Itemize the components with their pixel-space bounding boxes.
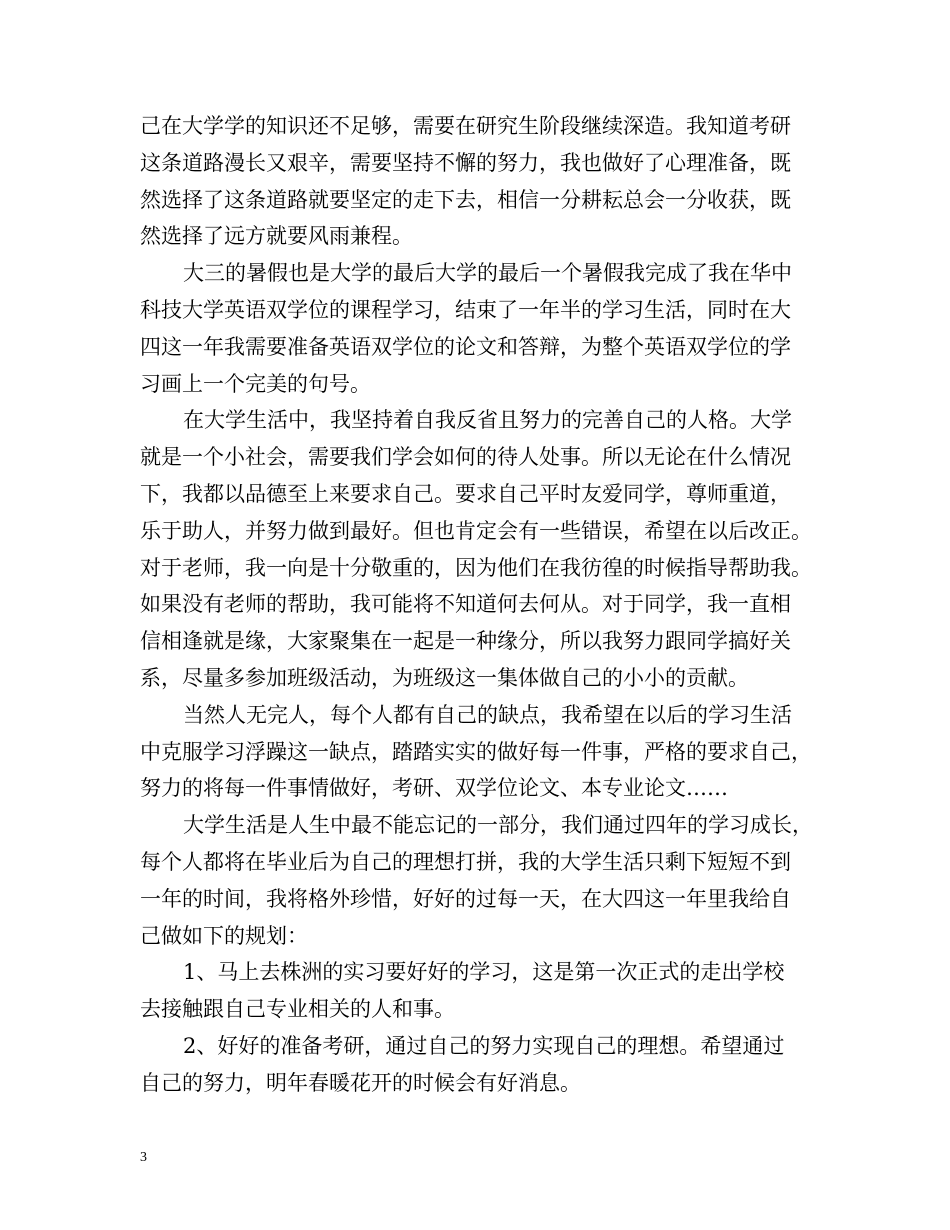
text-line: 就是一个小社会，需要我们学会如何的待人处事。所以无论在什么情况 [140, 445, 791, 470]
text-line: 努力的将每一件事情做好，考研、双学位论文、本专业论文…… [140, 776, 728, 801]
text-line: 然选择了这条道路就要坚定的走下去，相信一分耕耘总会一分收获，既 [140, 187, 791, 212]
text-line: 己做如下的规划： [140, 923, 308, 948]
paragraph [140, 402, 830, 696]
text-line: 在大学生活中，我坚持着自我反省且努力的完善自己的人格。大学 [183, 408, 792, 433]
text-line: 2、好好的准备考研，通过自己的努力实现自己的理想。希望通过 [183, 1033, 785, 1058]
text-line: 信相逢就是缘，大家聚集在一起是一种缘分，所以我努力跟同学搞好关 [140, 629, 791, 654]
text-line: 一年的时间，我将格外珍惜，好好的过每一天，在大四这一年里我给自 [140, 886, 791, 911]
text-line: 习画上一个完美的句号。 [140, 371, 371, 396]
text-line: 自己的努力，明年春暖花开的时候会有好消息。 [140, 1070, 581, 1095]
page-number: 3 [140, 1150, 147, 1165]
text-line: 当然人无完人，每个人都有自己的缺点，我希望在以后的学习生活 [183, 702, 792, 727]
text-line: 大学生活是人生中最不能忘记的一部分，我们通过四年的学习成长， [183, 813, 813, 838]
text-line: 大三的暑假也是大学的最后大学的最后一个暑假我完成了我在华中 [183, 261, 792, 286]
text-line: 己在大学学的知识还不足够，需要在研究生阶段继续深造。我知道考研 [140, 114, 791, 138]
paragraph [140, 954, 830, 1028]
text-line: 每个人都将在毕业后为自己的理想打拼，我的大学生活只剩下短短不到 [140, 849, 791, 874]
text-line: 然选择了远方就要风雨兼程。 [140, 224, 413, 249]
text-line: 中克服学习浮躁这一缺点，踏踏实实的做好每一件事，严格的要求自己， [140, 739, 812, 764]
paragraph [140, 807, 830, 954]
text-line: 如果没有老师的帮助，我可能将不知道何去何从。对于同学，我一直相 [140, 592, 791, 617]
text-line: 下，我都以品德至上来要求自己。要求自己平时友爱同学，尊师重道， [140, 481, 791, 506]
paragraph [140, 108, 830, 255]
text-line: 去接触跟自己专业相关的人和事。 [140, 997, 455, 1022]
text-line: 乐于助人，并努力做到最好。但也肯定会有一些错误，希望在以后改正。 [140, 518, 812, 543]
text-line: 四这一年我需要准备英语双学位的论文和答辩，为整个英语双学位的学 [140, 334, 791, 359]
document-body [140, 108, 830, 1102]
text-line: 这条道路漫长又艰辛，需要坚持不懈的努力，我也做好了心理准备，既 [140, 150, 791, 175]
paragraph [140, 1028, 830, 1102]
text-line: 科技大学英语双学位的课程学习，结束了一年半的学习生活，同时在大 [140, 297, 791, 322]
text-line: 系，尽量多参加班级活动，为班级这一集体做自己的小小的贡献。 [140, 665, 749, 690]
paragraph [140, 255, 830, 402]
text-line: 对于老师，我一向是十分敬重的，因为他们在我彷徨的时候指导帮助我。 [140, 555, 812, 580]
paragraph [140, 697, 830, 807]
text-line: 1、马上去株洲的实习要好好的学习，这是第一次正式的走出学校 [183, 960, 785, 985]
